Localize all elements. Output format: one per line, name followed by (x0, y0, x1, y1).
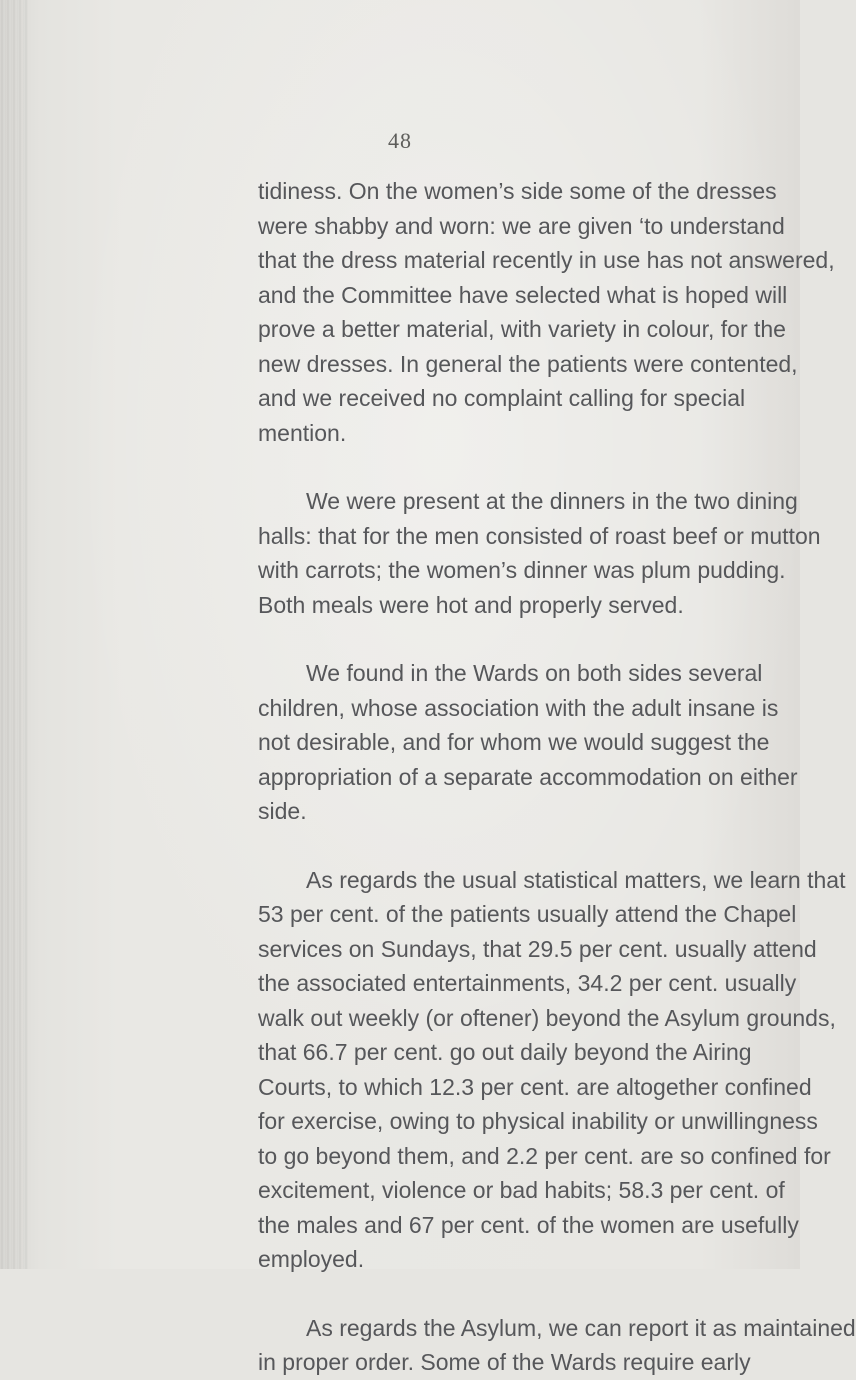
text-line: side. (258, 798, 307, 824)
text-line: As regards the usual statistical matters, we learn that (306, 866, 846, 893)
text-line: As regards the Asylum, we can report it as maintained (306, 1314, 856, 1341)
text-line: the associated entertainments, 34.2 per cent. usually (258, 970, 797, 996)
text-line: halls: that for the men consisted of roast beef or mutton (258, 522, 821, 549)
paragraph-dresses (258, 174, 835, 450)
text-line: services on Sundays, that 29.5 per cent. usually attend (258, 935, 817, 962)
text-line: and we received no complaint calling for special (258, 385, 746, 411)
text-line: walk out weekly (or oftener) beyond the Asylum grounds, (258, 1004, 836, 1031)
text-line: appropriation of a separate accommodation on either (258, 763, 798, 790)
text-line: 53 per cent. of the patients usually attend the Chapel (258, 901, 797, 927)
text-line: mention. (258, 419, 347, 446)
text-line: Courts, to which 12.3 per cent. are altogether confined (258, 1073, 812, 1100)
text-line: employed. (258, 1246, 365, 1272)
text-line: the males and 67 per cent. of the women are usefully (258, 1211, 799, 1238)
text-line: were shabby and worn: we are given ‘to understand (258, 212, 785, 239)
text-line: prove a better material, with variety in colour, for the (258, 316, 786, 342)
paragraph-dinners (258, 484, 821, 622)
text-line: We were present at the dinners in the two dining (306, 488, 798, 514)
page-binding-edge (0, 0, 28, 1269)
text-line: in proper order. Some of the Wards require early (258, 1349, 751, 1375)
page-number: 48 (388, 128, 412, 153)
text-line: Both meals were hot and properly served. (258, 591, 684, 618)
paragraph-asylum-order (258, 1311, 856, 1380)
paragraph-statistics (258, 863, 846, 1277)
text-line: new dresses. In general the patients were contented, (258, 350, 798, 377)
text-line: that the dress material recently in use has not answered, (258, 247, 835, 273)
text-line: excitement, violence or bad habits; 58.3 per cent. of (258, 1177, 785, 1203)
text-line: with carrots; the women’s dinner was plum pudding. (258, 557, 786, 583)
text-line: children, whose association with the adult insane is (258, 694, 779, 721)
text-line: and the Committee have selected what is hoped will (258, 281, 788, 308)
paragraph-children (258, 656, 798, 829)
text-line: tidiness. On the women’s side some of the dresses (258, 178, 777, 204)
text-line: We found in the Wards on both sides several (306, 660, 763, 686)
page-body (258, 174, 856, 1380)
text-line: to go beyond them, and 2.2 per cent. are so confined for (258, 1142, 831, 1169)
text-line: for exercise, owing to physical inability or unwillingness (258, 1108, 818, 1134)
text-line: not desirable, and for whom we would suggest the (258, 729, 770, 755)
text-line: that 66.7 per cent. go out daily beyond the Airing (258, 1039, 752, 1065)
